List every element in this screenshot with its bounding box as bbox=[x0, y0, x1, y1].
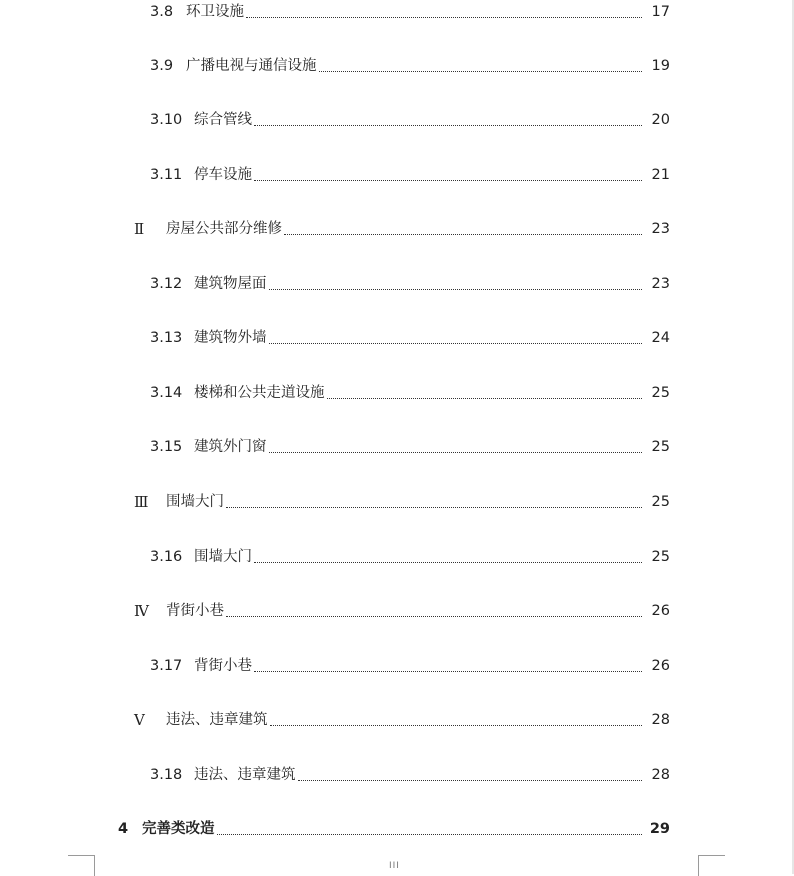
toc-dot-leader bbox=[217, 834, 643, 835]
toc-dot-leader bbox=[254, 180, 642, 181]
toc-entry[interactable] bbox=[0, 654, 794, 678]
toc-entry-page: 29 bbox=[649, 821, 670, 837]
toc-dot-leader bbox=[254, 562, 642, 563]
toc-entry[interactable] bbox=[0, 108, 794, 132]
toc-dot-leader bbox=[254, 671, 642, 672]
toc-entry[interactable] bbox=[0, 381, 794, 405]
toc-dot-leader bbox=[226, 616, 642, 617]
toc-entry-number: 3.18 bbox=[150, 767, 183, 783]
toc-entry-title: 围墙大门 bbox=[166, 494, 224, 510]
toc-entry[interactable] bbox=[0, 545, 794, 569]
toc-entry-page: 25 bbox=[651, 549, 670, 565]
toc-entry-page: 20 bbox=[651, 112, 670, 128]
toc-entry-page: 23 bbox=[651, 276, 670, 292]
toc-entry-number: 3.15 bbox=[150, 439, 183, 455]
toc-entry-number: 4 bbox=[118, 821, 129, 837]
toc-entry-number: 3.14 bbox=[150, 385, 183, 401]
toc-entry-title: 楼梯和公共走道设施 bbox=[194, 385, 325, 401]
toc-entry-page: 24 bbox=[651, 330, 670, 346]
toc-entry-number: Ⅳ bbox=[134, 602, 149, 620]
toc-entry-page: 25 bbox=[651, 439, 670, 455]
toc-entry-page: 17 bbox=[651, 4, 670, 20]
toc-entry-page: 23 bbox=[651, 221, 670, 237]
toc-entry-title: 围墙大门 bbox=[194, 549, 252, 565]
toc-entry[interactable] bbox=[0, 599, 794, 623]
toc-entry-number: 3.17 bbox=[150, 658, 183, 674]
toc-entry-page: 28 bbox=[651, 712, 670, 728]
toc-entry-title: 背街小巷 bbox=[166, 603, 224, 619]
toc-entry-page: 21 bbox=[651, 167, 670, 183]
toc-entry[interactable] bbox=[0, 217, 794, 241]
toc-entry-number: 3.13 bbox=[150, 330, 183, 346]
toc-entry-page: 28 bbox=[651, 767, 670, 783]
toc-entry-title: 综合管线 bbox=[194, 112, 252, 128]
toc-dot-leader bbox=[269, 343, 643, 344]
toc-entry-page: 26 bbox=[651, 603, 670, 619]
toc-entry[interactable] bbox=[0, 708, 794, 732]
toc-entry-number: 3.8 bbox=[150, 4, 174, 20]
toc-dot-leader bbox=[254, 125, 642, 126]
toc-entry[interactable] bbox=[0, 763, 794, 787]
toc-entry-number: Ⅲ bbox=[134, 493, 149, 511]
toc-entry-title: 背街小巷 bbox=[194, 658, 252, 674]
toc-entry-number: Ⅴ bbox=[134, 711, 145, 729]
toc-entry-page: 26 bbox=[651, 658, 670, 674]
toc-dot-leader bbox=[246, 17, 642, 18]
page-footer-mark: III bbox=[389, 861, 400, 871]
toc-dot-leader bbox=[298, 780, 643, 781]
toc-dot-leader bbox=[270, 725, 643, 726]
toc-entry[interactable] bbox=[0, 326, 794, 350]
toc-dot-leader bbox=[319, 71, 643, 72]
toc-entry-number: 3.12 bbox=[150, 276, 183, 292]
toc-entry[interactable] bbox=[0, 0, 794, 24]
toc-entry-title: 违法、违章建筑 bbox=[166, 712, 268, 728]
toc-entry[interactable] bbox=[0, 163, 794, 187]
toc-dot-leader bbox=[284, 234, 642, 235]
toc-entry-title: 完善类改造 bbox=[142, 821, 215, 837]
toc-entry-title: 广播电视与通信设施 bbox=[186, 58, 317, 74]
toc-entry[interactable] bbox=[0, 817, 794, 841]
toc-entry-page: 25 bbox=[651, 494, 670, 510]
toc-entry-title: 违法、违章建筑 bbox=[194, 767, 296, 783]
toc-entry-number: 3.11 bbox=[150, 167, 183, 183]
toc-entry-title: 建筑物屋面 bbox=[194, 276, 267, 292]
toc-entry-title: 建筑物外墙 bbox=[194, 330, 267, 346]
toc-dot-leader bbox=[269, 289, 643, 290]
toc-entry[interactable] bbox=[0, 435, 794, 459]
toc-entry-number: 3.16 bbox=[150, 549, 183, 565]
toc-entry-title: 停车设施 bbox=[194, 167, 252, 183]
page-corner-mark-right bbox=[698, 855, 725, 876]
toc-entry-number: Ⅱ bbox=[134, 220, 145, 238]
toc-entry-title: 建筑外门窗 bbox=[194, 439, 267, 455]
toc-entry[interactable] bbox=[0, 54, 794, 78]
toc-entry-number: 3.10 bbox=[150, 112, 183, 128]
toc-entry[interactable] bbox=[0, 490, 794, 514]
toc-entry-title: 环卫设施 bbox=[186, 4, 244, 20]
page-corner-mark-left bbox=[68, 855, 95, 876]
toc-dot-leader bbox=[327, 398, 643, 399]
toc-entry-title: 房屋公共部分维修 bbox=[166, 221, 282, 237]
toc-entry-page: 19 bbox=[651, 58, 670, 74]
toc-entry[interactable] bbox=[0, 272, 794, 296]
toc-entry-page: 25 bbox=[651, 385, 670, 401]
toc-dot-leader bbox=[269, 452, 643, 453]
toc-dot-leader bbox=[226, 507, 642, 508]
toc-entry-number: 3.9 bbox=[150, 58, 174, 74]
